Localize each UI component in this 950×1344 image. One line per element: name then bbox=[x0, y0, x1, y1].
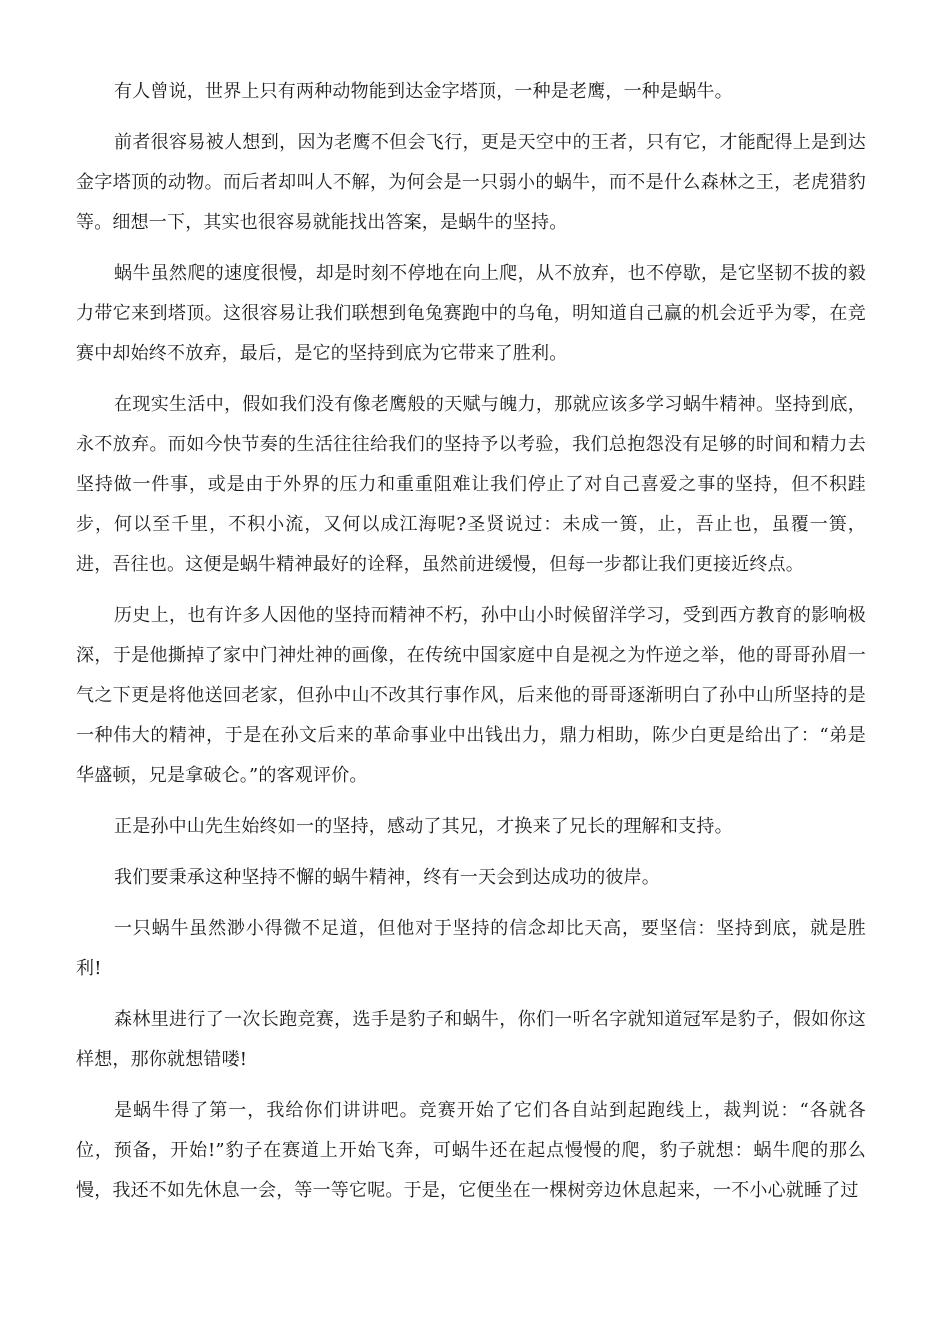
paragraph: 正是孙中山先生始终如一的坚持，感动了其兄，才换来了兄长的理解和支持。 bbox=[114, 816, 733, 837]
paragraph: 在现实生活中，假如我们没有像老鹰般的天赋与魄力，那就应该多学习蜗牛精神。坚持到底，永不放弃。而如今快节奏的生活往往给我们的坚持予以考验，我们总抱怨没有足够的时间和精力去坚持做一件事，或是由于外界的压力和重重阻难让我们停止了对自己喜爱之事的坚持，但不积跬步，何以至千里，不积小流，又何以成江海呢?圣贤说过：未成一篑，止，吾止也，虽覆一篑，进，吾往也。这便是蜗牛精神最好的诠释，虽然前进缓慢，但每一步都让我们更接近终点。 bbox=[76, 394, 866, 575]
paragraph: 一只蜗牛虽然渺小得微不足道，但他对于坚持的信念却比天高，要坚信：坚持到底，就是胜利! bbox=[76, 918, 866, 979]
paragraph: 森林里进行了一次长跑竞赛，选手是豹子和蜗牛，你们一听名字就知道冠军是豹子，假如你这样想，那你就想错喽! bbox=[76, 1009, 866, 1070]
paragraph: 历史上，也有许多人因他的坚持而精神不朽，孙中山小时候留洋学习，受到西方教育的影响极深，于是他撕掉了家中门神灶神的画像，在传统中国家庭中自是视之为忤逆之举，他的哥哥孙眉一气之下更是将他送回老家，但孙中山不改其行事作风，后来他的哥哥逐渐明白了孙中山所坚持的是一种伟大的精神，于是在孙文后来的革命事业中出钱出力，鼎力相助，陈少白更是给出了：“弟是华盛顿，兄是拿破仑。”的客观评价。 bbox=[76, 605, 866, 786]
paragraph: 我们要秉承这种坚持不懈的蜗牛精神，终有一天会到达成功的彼岸。 bbox=[114, 867, 660, 888]
paragraph: 蜗牛虽然爬的速度很慢，却是时刻不停地在向上爬，从不放弃，也不停歇，是它坚韧不拔的毅力带它来到塔顶。这很容易让我们联想到龟兔赛跑中的乌龟，明知道自己赢的机会近乎为零，在竞赛中却始终不放弃，最后，是它的坚持到底为它带来了胜利。 bbox=[76, 263, 866, 364]
paragraph: 是蜗牛得了第一，我给你们讲讲吧。竞赛开始了它们各自站到起跑线上，裁判说：“各就各位，预备，开始!”豹子在赛道上开始飞奔，可蜗牛还在起点慢慢的爬，豹子就想：蜗牛爬的那么慢，我还不如先休息一会，等一等它呢。于是，它便坐在一棵树旁边休息起来，一不小心就睡了过 bbox=[76, 1100, 866, 1201]
paragraph: 有人曾说，世界上只有两种动物能到达金字塔顶，一种是老鹰，一种是蜗牛。 bbox=[114, 81, 733, 102]
paragraph: 前者很容易被人想到，因为老鹰不但会飞行，更是天空中的王者，只有它，才能配得上是到达金字塔顶的动物。而后者却叫人不解，为何会是一只弱小的蜗牛，而不是什么森林之王，老虎猎豹等。细想一下，其实也很容易就能找出答案，是蜗牛的坚持。 bbox=[76, 132, 866, 233]
document-body bbox=[76, 72, 866, 1222]
